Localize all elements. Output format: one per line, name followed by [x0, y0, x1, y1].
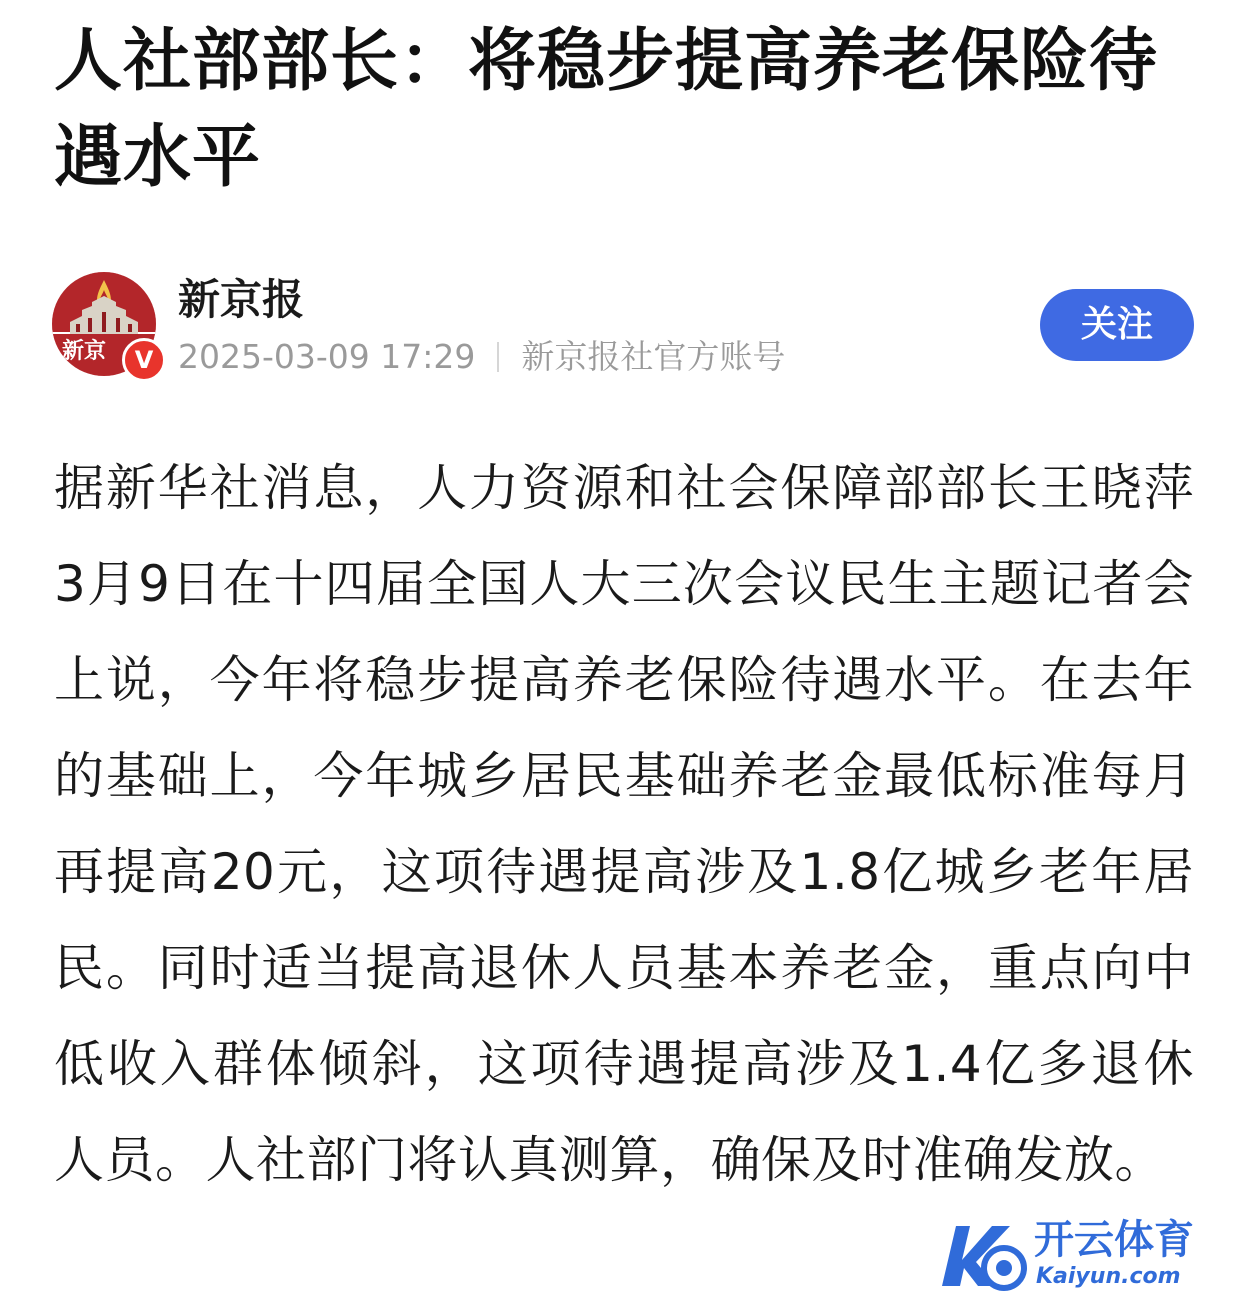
article-title: 人社部部长：将稳步提高养老保险待遇水平 [54, 22, 1159, 197]
avatar-text: 新京 [62, 338, 107, 364]
follow-button[interactable]: 关注 [1040, 289, 1194, 361]
kaiyun-logo-icon [934, 1216, 1030, 1296]
watermark-brand: 开云体育 [1034, 1217, 1194, 1263]
verified-badge-icon: V [122, 338, 166, 382]
post-timestamp: 2025-03-09 17:29 [178, 337, 476, 376]
article-body: 据新华社消息，人力资源和社会保障部部长王晓萍3月9日在十四届全国人大三次会议民生主题记者会上说，今年将稳步提高养老保险待遇水平。在去年的基础上，今年城乡居民基础养老金最低标准每月再提高20元，这项待遇提高涉及1.8亿城乡老年居民。同时适当提高退休人员基本养老金，重点向中低收入群体倾斜，这项待遇提高涉及1.4亿多退休人员。人社部门将认真测算，确保及时准确发放。 [54, 459, 1194, 1189]
author-name[interactable]: 新京报 [178, 275, 305, 324]
watermark-domain: Kaiyun.com [1036, 1264, 1181, 1289]
meta-divider [497, 342, 499, 372]
post-meta [178, 334, 785, 380]
account-description: 新京报社官方账号 [521, 337, 786, 376]
author-row [52, 270, 1194, 385]
watermark [934, 1212, 1220, 1300]
